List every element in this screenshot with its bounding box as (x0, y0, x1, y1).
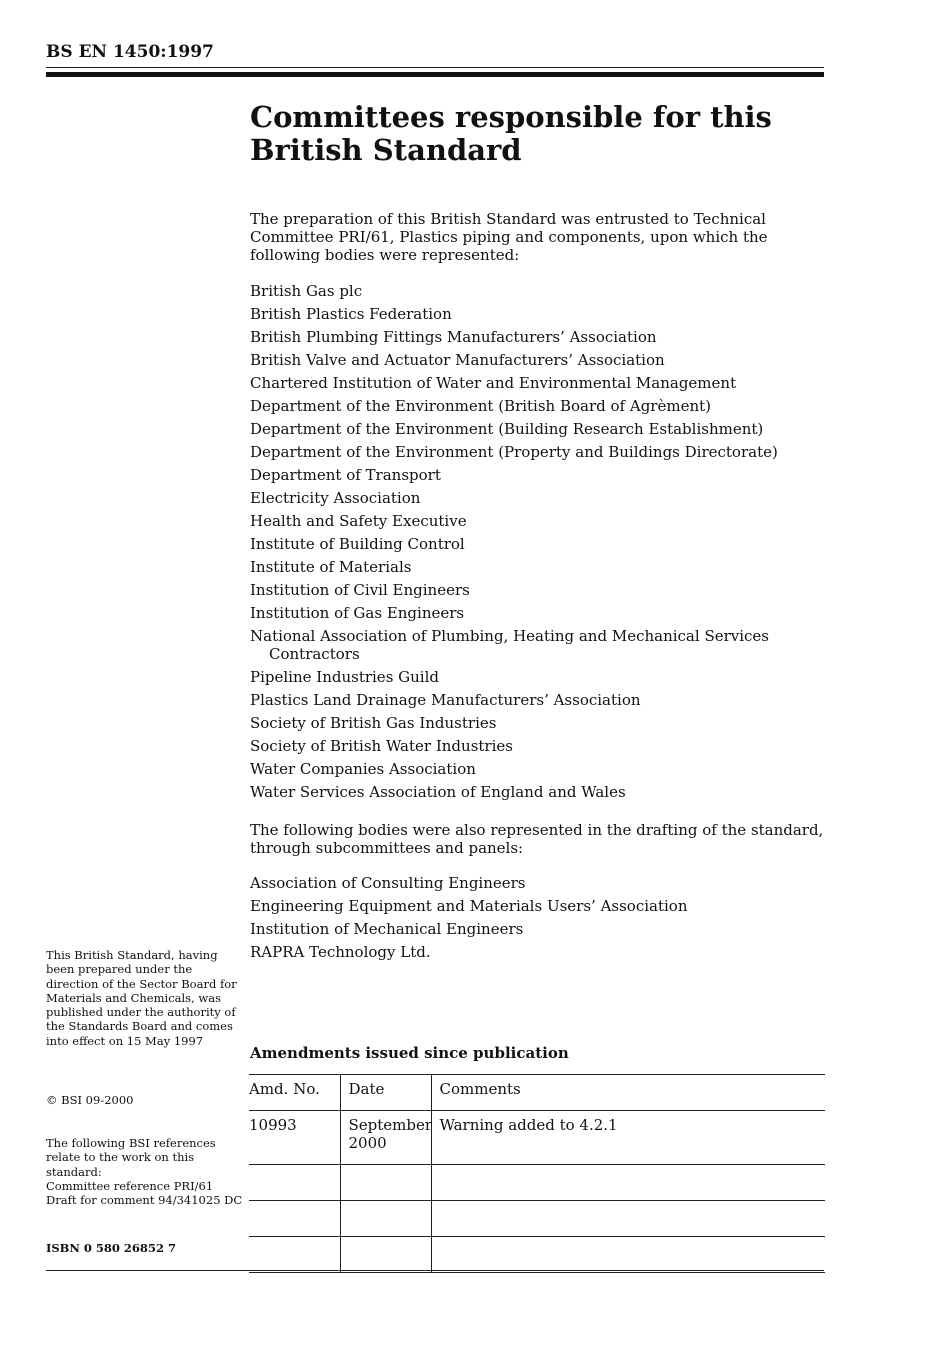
list-item: National Association of Plumbing, Heating and Mechanical Services Contractors (250, 627, 770, 663)
title-line-2: British Standard (250, 133, 522, 167)
table-row (249, 1165, 825, 1201)
list-item: Department of the Environment (British Board of Agrèment) (250, 397, 711, 415)
column-header-comments: Comments (431, 1075, 825, 1111)
date-cell (340, 1165, 431, 1201)
column-header-date: Date (340, 1075, 431, 1111)
table-row (249, 1111, 825, 1165)
comments-cell (431, 1237, 825, 1273)
column-header-amd-no: Amd. No. (249, 1075, 340, 1111)
table-row (249, 1237, 825, 1273)
amd-no-cell (249, 1165, 340, 1201)
date-cell (340, 1201, 431, 1237)
list-item: Engineering Equipment and Materials Users’ Association (250, 897, 688, 915)
list-item: Water Companies Association (250, 760, 476, 778)
list-item: Electricity Association (250, 489, 421, 507)
list-item: Chartered Institution of Water and Environmental Management (250, 374, 737, 392)
table-row (249, 1201, 825, 1237)
list-item: British Plastics Federation (250, 305, 452, 323)
date-cell (340, 1237, 431, 1273)
list-item: Department of Transport (250, 466, 441, 484)
subcommittee-bodies-list (250, 874, 825, 966)
list-item: Society of British Gas Industries (250, 714, 497, 732)
amd-no-cell: 10993 (249, 1111, 340, 1165)
list-item: British Plumbing Fittings Manufacturers’ Association (250, 328, 657, 346)
date-cell: September 2000 (340, 1111, 431, 1165)
amd-no-cell (249, 1237, 340, 1273)
amendments-heading: Amendments issued since publication (250, 1044, 569, 1062)
list-item: British Gas plc (250, 282, 363, 300)
list-item: Institute of Building Control (250, 535, 465, 553)
header-rule-thin (46, 67, 824, 68)
list-item: RAPRA Technology Ltd. (250, 943, 431, 961)
list-item: Society of British Water Industries (250, 737, 513, 755)
list-item: Institute of Materials (250, 558, 412, 576)
list-item: Institution of Civil Engineers (250, 581, 470, 599)
draft-reference: Draft for comment 94/341025 DC (46, 1193, 243, 1208)
isbn: ISBN 0 580 26852 7 (46, 1241, 176, 1255)
list-item: Institution of Mechanical Engineers (250, 920, 524, 938)
references-intro: The following BSI references relate to the work on this standard: (46, 1136, 216, 1179)
list-item: Pipeline Industries Guild (250, 668, 439, 686)
header-rule-thick (46, 72, 824, 77)
page-title (250, 101, 825, 167)
list-item: Health and Safety Executive (250, 512, 467, 530)
document-id: BS EN 1450:1997 (46, 42, 214, 62)
footer-rule (46, 1270, 824, 1271)
list-item: Association of Consulting Engineers (250, 874, 526, 892)
list-item: Department of the Environment (Building Research Establishment) (250, 420, 764, 438)
copyright-notice: © BSI 09-2000 (46, 1093, 134, 1107)
amendments-table (249, 1074, 825, 1273)
amd-no-cell (249, 1201, 340, 1237)
publication-note: This British Standard, having been prepared under the direction of the Sector Board for Materials and Chemicals, was published under the authority of the Standards Board and comes into effect on 15 May 1997 (46, 948, 237, 1048)
committee-reference: Committee reference PRI/61 (46, 1178, 214, 1193)
list-item: Department of the Environment (Property and Buildings Directorate) (250, 443, 778, 461)
list-item: Institution of Gas Engineers (250, 604, 465, 622)
comments-cell (431, 1165, 825, 1201)
list-item: Water Services Association of England and Wales (250, 783, 626, 801)
list-item: Plastics Land Drainage Manufacturers’ Association (250, 691, 641, 709)
list-item: British Valve and Actuator Manufacturers’ Association (250, 351, 665, 369)
comments-cell: Warning added to 4.2.1 (431, 1111, 825, 1165)
bsi-references (46, 1136, 246, 1207)
intro-paragraph: The preparation of this British Standard was entrusted to Technical Committee PRI/61, Plastics piping and components, upon which the following bodies were represented: (250, 210, 768, 264)
title-line-1: Committees responsible for this (250, 100, 772, 134)
subcommittee-intro-paragraph: The following bodies were also represented in the drafting of the standard, through subcommittees and panels: (250, 821, 824, 857)
committee-bodies-list (250, 282, 825, 806)
comments-cell (431, 1201, 825, 1237)
